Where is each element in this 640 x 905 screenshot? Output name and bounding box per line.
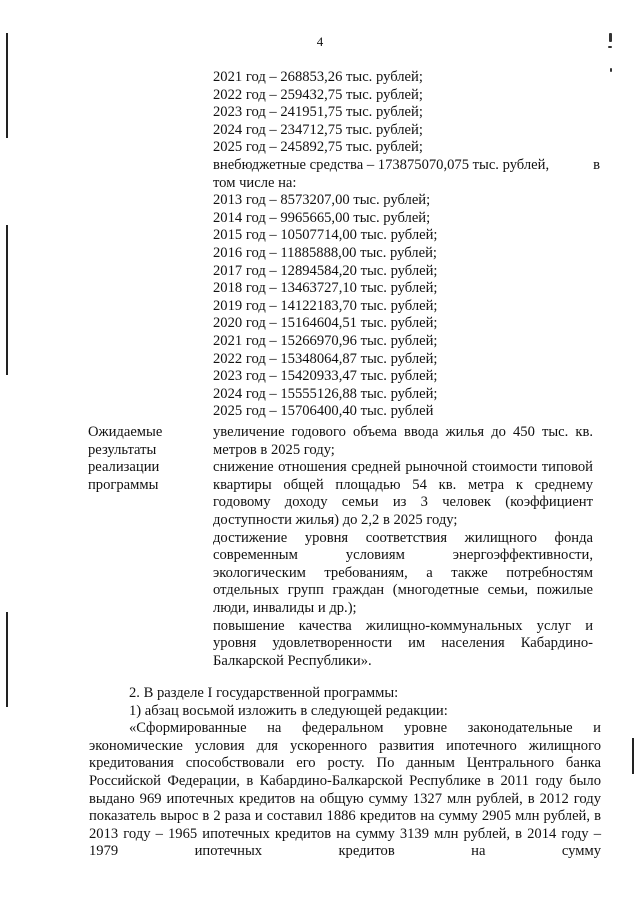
finance-line: 2019 год – 14122183,70 тыс. рублей; [213, 297, 438, 314]
finance-line: 2022 год – 259432,75 тыс. рублей; [213, 86, 423, 103]
scan-speck [609, 33, 612, 42]
finance-line: 2021 год – 15266970,96 тыс. рублей; [213, 332, 438, 349]
page-number: 4 [316, 34, 324, 49]
finance-line: 2024 год – 234712,75 тыс. рублей; [213, 121, 423, 138]
finance-line: 2016 год – 11885888,00 тыс. рублей; [213, 244, 437, 261]
results-label-line: Ожидаемые [88, 424, 163, 440]
results-label-line: результаты [88, 441, 157, 458]
finance-line: 2020 год – 15164604,51 тыс. рублей; [213, 315, 438, 332]
section-subheading: 1) абзац восьмой изложить в следующей редакции: [129, 702, 448, 719]
financing-block [213, 69, 608, 421]
offbudget-text: внебюджетные средства – 173875070,075 тыс. рублей, [213, 156, 550, 173]
offbudget-continuation: том числе на: [213, 174, 297, 191]
finance-line: 2024 год – 15555126,88 тыс. рублей; [213, 385, 438, 402]
scan-speck [608, 46, 612, 48]
offbudget-line [213, 157, 600, 175]
results-label [88, 424, 198, 494]
finance-line: 2023 год – 241951,75 тыс. рублей; [213, 104, 423, 121]
finance-line: 2017 год – 12894584,20 тыс. рублей; [213, 262, 438, 279]
results-list [213, 424, 593, 670]
result-item: увеличение годового объема ввода жилья до 450 тыс. кв. метров в 2025 году; [213, 424, 593, 458]
finance-line: 2014 год – 9965665,00 тыс. рублей; [213, 209, 431, 226]
finance-line: 2025 год – 15706400,40 тыс. рублей [213, 403, 434, 420]
section-heading: 2. В разделе I государственной программы: [129, 685, 399, 701]
finance-line: 2018 год – 13463727,10 тыс. рублей; [213, 280, 438, 297]
finance-line: 2023 год – 15420933,47 тыс. рублей; [213, 368, 438, 385]
results-label-line: программы [88, 476, 159, 493]
left-margin-mark [6, 33, 8, 138]
left-margin-mark [6, 612, 8, 707]
result-item: снижение отношения средней рыночной стоимости типовой квартиры общей площадью 54 кв. метра к среднему годовому доходу семьи из 3 человек (коэффициент доступности жилья) до 2,2 в 2025 году; [213, 459, 593, 528]
quoted-paragraph: «Сформированные на федеральном уровне законодательные и экономические условия для ускоренного развития ипотечного жилищного кредитования способствовали его росту. По данным Центрального банка Российской Федерации, в Кабардино-Балкарской Республике в 2011 году было выдано 969 ипотечных кредитов на общую сумму 1327 млн рублей, в 2012 году показатель вырос в 2 раза и составил 1886 кредитов на сумму 2905 млн рублей, в 2013 году – 1965 ипотечных кредитов на сумму 3139 млн рублей, в 2014 году – 1979 ипотечных кредитов на сумму [89, 720, 601, 860]
finance-line: 2021 год – 268853,26 тыс. рублей; [213, 69, 423, 85]
finance-line: 2025 год – 245892,75 тыс. рублей; [213, 139, 423, 156]
right-margin-mark [632, 738, 634, 774]
result-item: достижение уровня соответствия жилищного фонда современным условиям энергоэффективности, экологическим требованиям, а также потребностям отдельных групп граждан (многодетные семьи, пожилые люди, инвалиды и др.); [213, 529, 593, 616]
offbudget-tail: в [593, 156, 600, 173]
result-item: повышение качества жилищно-коммунальных услуг и уровня удовлетворенности им населения Кабардино-Балкарской Республики». [213, 617, 593, 669]
left-margin-mark [6, 225, 8, 375]
finance-line: 2013 год – 8573207,00 тыс. рублей; [213, 192, 431, 209]
scan-speck [610, 68, 612, 72]
finance-line: 2022 год – 15348064,87 тыс. рублей; [213, 350, 438, 367]
results-label-line: реализации [88, 459, 160, 476]
finance-line: 2015 год – 10507714,00 тыс. рублей; [213, 227, 438, 244]
section-amendment [89, 685, 601, 861]
